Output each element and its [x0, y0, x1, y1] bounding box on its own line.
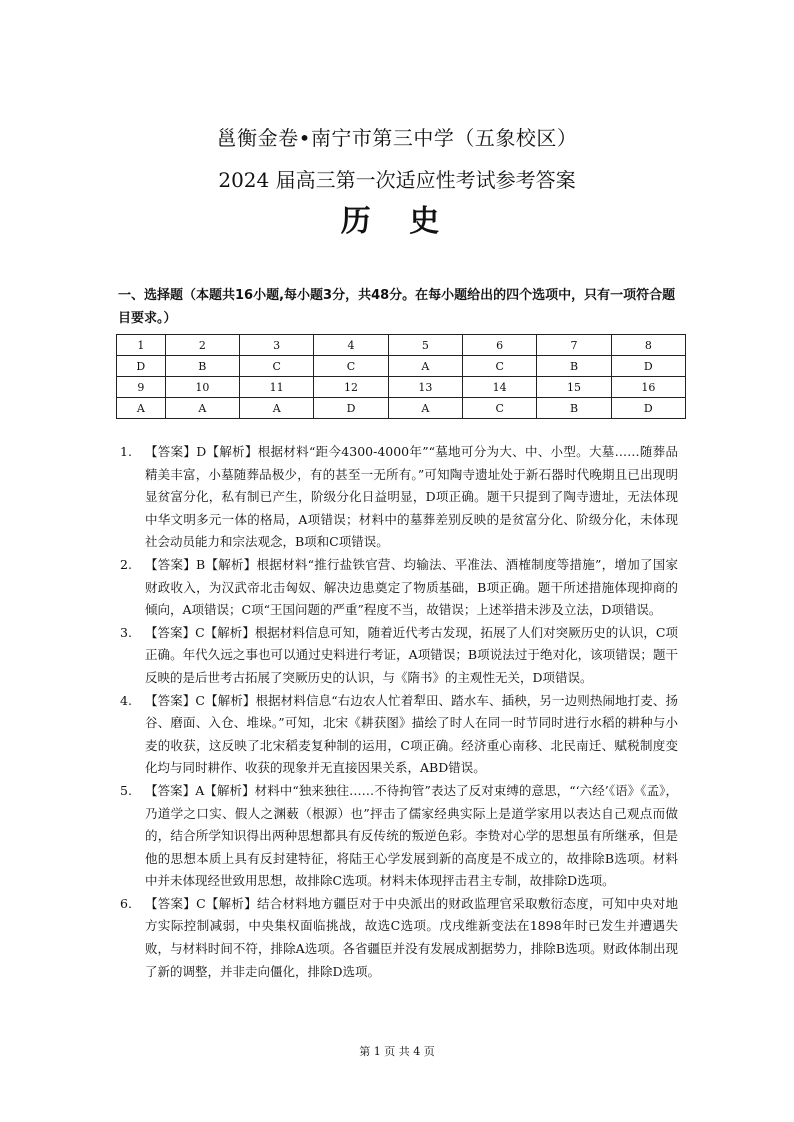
table-row-answers: [117, 398, 686, 419]
explanation-text: 根据材料“推行盐铁官营、均输法、平准法、酒榷制度等措施”，增加了国家财政收入，为汉武帝北击匈奴、解决边患奠定了物质基础，B项正确。题干所述措施体现抑商的倾向，A项错误；C项“王国问题的严重”程度不当，故错误；上述举措未涉及立法，D项错误。: [145, 556, 678, 618]
explanation-text: 根据材料信息“右边农人忙着犁田、踏水车、插秧，另一边则热闹地打麦、扬谷、磨面、入仓、堆垛。”可知，北宋《耕获图》描绘了时人在同一时节同时进行水稻的耕种与小麦的收获，这反映了北宋稻麦复种制的运用，C项正确。经济重心南移、北民南迁、赋税制度变化均与同时耕作、收获的现象并无直接因果关系，ABD错误。: [145, 692, 678, 776]
question-explanation: [112, 441, 678, 554]
section-instruction: 一、选择题（本题共16小题,每小题3分，共48分。在每小题给出的四个选项中，只有一项符合题目要求。）: [118, 288, 676, 326]
answer-cell: D: [611, 356, 685, 377]
answer-analysis-tag: 【答案】A【解析】: [145, 782, 255, 798]
question-number-cell: 10: [165, 377, 239, 398]
table-row-answers: [117, 356, 686, 377]
question-number-cell: 14: [463, 377, 537, 398]
question-number-cell: 5: [388, 335, 462, 356]
answer-cell: B: [165, 356, 239, 377]
answer-cell: B: [537, 356, 611, 377]
question-number-cell: 8: [611, 335, 685, 356]
exam-title-line1: 邕衡金卷•南宁市第三中学（五象校区）: [216, 126, 578, 150]
explanation-text: 材料中“独来独往……不待拘管”表达了反对束缚的意思，“‘六经’《语》《孟》，乃道学之口实、假人之渊薮（根源）也”抨击了儒家经典实际上是道学家用以表达自己观点而做的，结合所学知识得出两种思想都具有反传统的叛逆色彩。李贽对心学的思想虽有所继承，但是他的思想本质上具有反封建特征，将陆王心学发展到新的高度是不成立的，故排除B选项。材料中并未体现经世致用思想，故排除C选项。材料未体现抨击君主专制，故排除D选项。: [145, 782, 679, 889]
question-explanation: [112, 690, 678, 780]
question-number-cell: 13: [388, 377, 462, 398]
answer-cell: D: [314, 398, 388, 419]
answer-cell: D: [117, 356, 166, 377]
question-number-cell: 1: [117, 335, 166, 356]
answer-analysis-tag: 【答案】D【解析】: [145, 444, 258, 459]
question-number-cell: 12: [314, 377, 388, 398]
answer-cell: C: [240, 356, 314, 377]
question-number-cell: 7: [537, 335, 611, 356]
question-number-cell: 11: [240, 377, 314, 398]
question-number-cell: 9: [117, 377, 166, 398]
answer-cell: A: [240, 398, 314, 419]
table-row-question-numbers: [117, 335, 686, 356]
answer-cell: C: [463, 398, 537, 419]
answer-analysis-tag: 【答案】B【解析】: [145, 556, 257, 572]
answer-table: [116, 334, 686, 419]
subject-title: 历 史: [340, 204, 454, 239]
question-explanation: [112, 893, 678, 983]
question-number-cell: 6: [463, 335, 537, 356]
question-number-cell: 2: [165, 335, 239, 356]
question-explanation: [112, 780, 678, 893]
answer-analysis-tag: 【答案】C【解析】: [145, 692, 256, 708]
question-explanation: [112, 622, 678, 690]
question-number-cell: 3: [240, 335, 314, 356]
question-number-cell: 4: [314, 335, 388, 356]
explanation-text: 结合材料地方疆臣对于中央派出的财政监理官采取敷衍态度，可知中央对地方实际控制减弱，中央集权面临挑战，故选C选项。戊戌维新变法在1898年时已发生并遭遇失败，与材料时间不符，排除A选项。各省疆臣并没有发展成割据势力，排除B选项。财政体制出现了新的调整，并非走向僵化，排除D选项。: [145, 895, 678, 979]
answer-cell: A: [165, 398, 239, 419]
question-number: 3.: [120, 624, 132, 640]
exam-title-line2: 2024 届高三第一次适应性考试参考答案: [218, 168, 576, 192]
answer-cell: B: [537, 398, 611, 419]
question-number: 6.: [120, 895, 132, 911]
question-number-cell: 15: [537, 377, 611, 398]
explanation-text: 根据材料“距今4300-4000年”“墓地可分为大、中、小型。大墓……随葬品精美丰富，小墓随葬品极少，有的甚至一无所有。”可知陶寺遗址处于新石器时代晚期且已出现明显贫富分化，私有制已产生，阶级分化日益明显，D项正确。题干只提到了陶寺遗址，无法体现中华文明多元一体的格局，A项错误；材料中的墓葬差别反映的是贫富分化、阶级分化，未体现社会动员能力和宗法观念，B项和C项错误。: [145, 444, 678, 550]
question-number: 4.: [120, 692, 132, 708]
answer-cell: D: [611, 398, 685, 419]
question-explanation: [112, 554, 678, 622]
question-number: 1.: [120, 444, 132, 459]
question-list: [112, 441, 678, 983]
answer-analysis-tag: 【答案】C【解析】: [145, 624, 255, 640]
page-footer: 第 1 页 共 4 页: [359, 1045, 435, 1058]
table-row-question-numbers: [117, 377, 686, 398]
explanation-text: 根据材料信息可知，随着近代考古发现，拓展了人们对突厥历史的认识，C项正确。年代久远之事也可以通过史料进行考证，A项错误；B项说法过于绝对化，该项错误；题干反映的是后世考古拓展了突厥历史的认识，与《隋书》的主观性无关，D项错误。: [145, 624, 678, 685]
answer-cell: A: [388, 398, 462, 419]
question-number: 2.: [120, 556, 132, 572]
answer-cell: C: [314, 356, 388, 377]
answer-analysis-tag: 【答案】C【解析】: [145, 895, 257, 911]
answer-cell: A: [117, 398, 166, 419]
answer-cell: C: [463, 356, 537, 377]
question-number: 5.: [120, 782, 132, 798]
question-number-cell: 16: [611, 377, 685, 398]
answer-cell: A: [388, 356, 462, 377]
